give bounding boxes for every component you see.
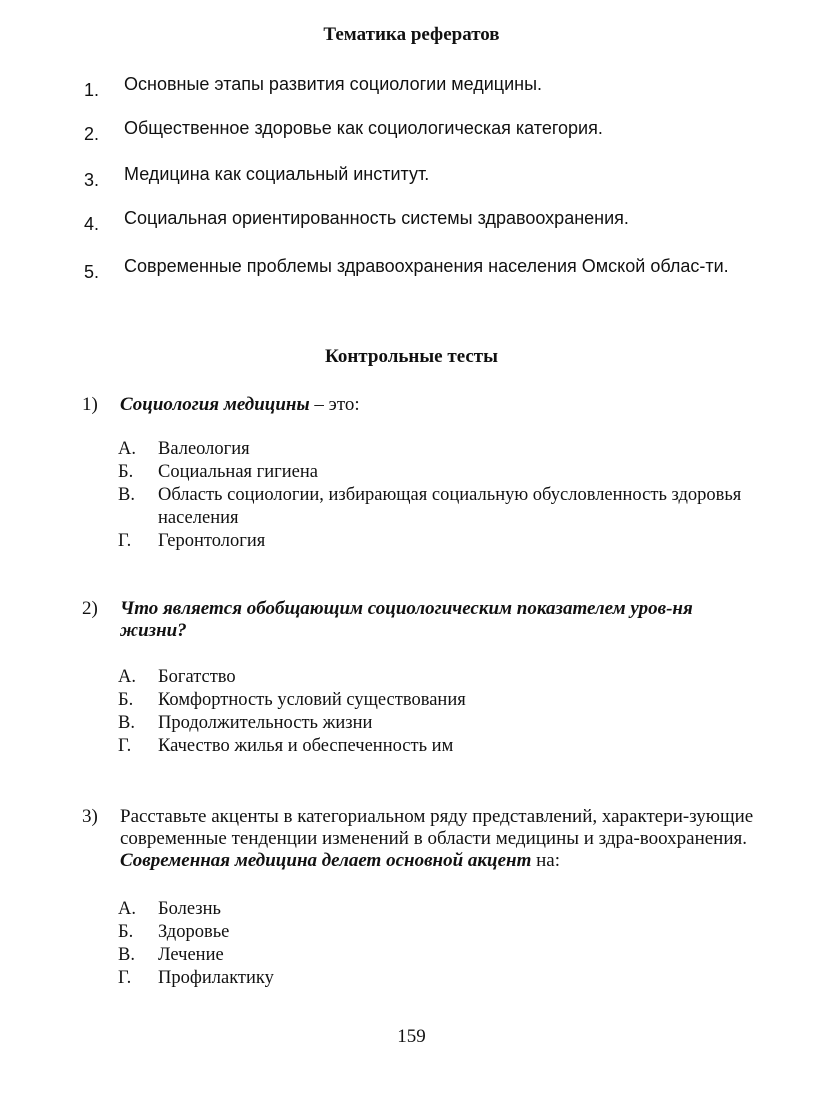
question-emphasis: Социология медицины <box>120 394 310 415</box>
topic-text: Социальная ориентированность системы здравоохранения. <box>124 208 629 228</box>
question-emphasis: Современная медицина делает основной акцент <box>120 850 532 871</box>
topic-item <box>84 72 764 100</box>
question-number: 3) <box>82 806 98 827</box>
topic-item <box>84 116 764 144</box>
question-emphasis: Что является обобщающим социологическим показателем уров-ня жизни? <box>120 598 693 641</box>
option <box>118 438 758 461</box>
topic-number: 1. <box>84 80 100 100</box>
options-1 <box>118 438 758 553</box>
topic-text: Современные проблемы здравоохранения населения Омской облас-ти. <box>124 256 729 276</box>
option <box>118 530 758 553</box>
option <box>118 689 758 712</box>
option <box>118 735 758 758</box>
option-letter: А. <box>118 667 136 687</box>
option <box>118 898 758 921</box>
option-letter: Б. <box>118 462 134 482</box>
topic-text: Общественное здоровье как социологическая категория. <box>124 118 603 138</box>
option-text: Богатство <box>158 667 236 687</box>
topic-item <box>84 162 764 190</box>
option-letter: Б. <box>118 690 134 710</box>
option-text: Валеология <box>158 439 250 459</box>
options-3 <box>118 898 758 990</box>
option-text: Здоровье <box>158 922 230 942</box>
option <box>118 921 758 944</box>
section-title-tests: Контрольные тесты <box>325 346 498 367</box>
option-letter: Г. <box>118 736 132 756</box>
option-text: Область социологии, избирающая социальную обусловленность здоровья населения <box>158 485 742 528</box>
topic-item <box>84 254 764 282</box>
question-text <box>120 394 762 416</box>
option-text: Комфортность условий существования <box>158 690 466 710</box>
option <box>118 944 758 967</box>
option-text: Продолжительность жизни <box>158 713 373 733</box>
question-2 <box>82 598 762 642</box>
question-3 <box>82 806 762 872</box>
question-number: 1) <box>82 394 98 415</box>
option-letter: В. <box>118 713 135 733</box>
option-letter: Г. <box>118 531 132 551</box>
topic-number: 5. <box>84 262 100 282</box>
question-tail: – это: <box>309 394 360 415</box>
page-number: 159 <box>397 1026 426 1047</box>
option-text: Лечение <box>158 945 224 965</box>
topic-text: Медицина как социальный институт. <box>124 164 430 184</box>
question-text <box>120 806 762 872</box>
topic-item <box>84 206 764 234</box>
section-title-topics: Тематика рефератов <box>323 24 500 45</box>
option-text: Геронтология <box>158 531 266 551</box>
option-letter: В. <box>118 485 135 505</box>
option-letter: В. <box>118 945 135 965</box>
option-letter: Б. <box>118 922 134 942</box>
option-letter: А. <box>118 899 136 919</box>
question-1 <box>82 394 762 416</box>
option-text: Профилактику <box>158 968 274 988</box>
option <box>118 484 758 530</box>
option-text: Качество жилья и обеспеченность им <box>158 736 454 756</box>
option <box>118 967 758 990</box>
topic-number: 4. <box>84 214 100 234</box>
option <box>118 666 758 689</box>
option <box>118 712 758 735</box>
options-2 <box>118 666 758 758</box>
question-lead: Расставьте акценты в категориальном ряду представлений, характери-зующие современные тенденции изменений в области медицины и здра-воохранения. <box>120 806 754 849</box>
option-text: Социальная гигиена <box>158 462 318 482</box>
option-letter: Г. <box>118 968 132 988</box>
option <box>118 461 758 484</box>
option-text: Болезнь <box>158 899 221 919</box>
question-text <box>120 598 762 642</box>
option-letter: А. <box>118 439 136 459</box>
question-number: 2) <box>82 598 98 619</box>
question-tail: на: <box>531 850 561 871</box>
topic-number: 3. <box>84 170 100 190</box>
topic-number: 2. <box>84 124 100 144</box>
topic-text: Основные этапы развития социологии медицины. <box>124 74 543 94</box>
